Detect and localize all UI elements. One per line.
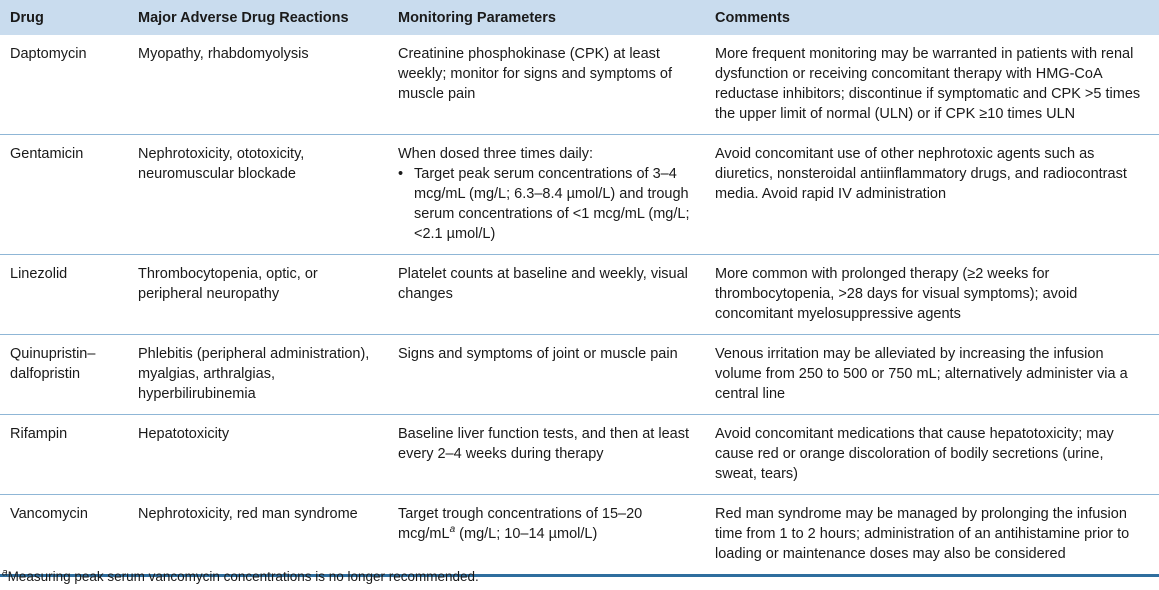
- header-drug: Drug: [0, 0, 128, 35]
- monitoring-text-post: (mg/L; 10–14 µmol/L): [455, 526, 598, 542]
- header-adverse-reactions: Major Adverse Drug Reactions: [128, 0, 388, 35]
- table-row: [0, 415, 1159, 495]
- monitoring-cell: Platelet counts at baseline and weekly, visual changes: [398, 266, 688, 302]
- table-row: [0, 35, 1159, 135]
- reactions-cell: Myopathy, rhabdomyolysis: [138, 46, 309, 62]
- monitoring-bullet-list: [398, 164, 695, 244]
- table-row: [0, 255, 1159, 335]
- reactions-cell: Hepatotoxicity: [138, 426, 230, 442]
- monitoring-cell: Creatinine phosphokinase (CPK) at least weekly; monitor for signs and symptoms of muscle pain: [398, 46, 672, 102]
- reactions-cell: Thrombocytopenia, optic, or peripheral neuropathy: [138, 266, 318, 302]
- monitoring-cell: [388, 495, 705, 576]
- drug-cell: Rifampin: [10, 426, 68, 442]
- reactions-cell: Nephrotoxicity, red man syndrome: [138, 506, 358, 522]
- reactions-cell: Nephrotoxicity, ototoxicity, neuromuscular blockade: [138, 146, 305, 182]
- monitoring-cell: Signs and symptoms of joint or muscle pain: [398, 346, 678, 362]
- drug-cell: Gentamicin: [10, 146, 84, 162]
- monitoring-intro: When dosed three times daily:: [398, 146, 594, 162]
- comments-cell: Red man syndrome may be managed by prolonging the infusion time from 1 to 2 hours; administration of an antihistamine prior to loading or maintenance doses may also be considered: [715, 506, 1130, 562]
- table-row: [0, 335, 1159, 415]
- comments-cell: Avoid concomitant medications that cause hepatotoxicity; may cause red or orange discoloration of bodily secretions (urine, sweat, tears): [715, 426, 1114, 482]
- header-comments: Comments: [705, 0, 1159, 35]
- comments-cell: Avoid concomitant use of other nephrotoxic agents such as diuretics, nonsteroidal antiinflammatory drugs, and radiocontrast media. Avoid rapid IV administration: [715, 146, 1127, 202]
- table-row: [0, 135, 1159, 255]
- monitoring-cell: Baseline liver function tests, and then at least every 2–4 weeks during therapy: [398, 426, 689, 462]
- comments-cell: Venous irritation may be alleviated by increasing the infusion volume from 250 to 500 or 750 mL; alternatively administer via a central line: [715, 346, 1128, 402]
- monitoring-cell: [388, 135, 705, 255]
- table-header-row: [0, 0, 1159, 35]
- comments-cell: More common with prolonged therapy (≥2 weeks for thrombocytopenia, >28 days for visual symptoms); avoid concomitant myelosuppressive agents: [715, 266, 1078, 322]
- monitoring-bullet: • Target peak serum concentrations of 3–4 mcg/mL (mg/L; 6.3–8.4 µmol/L) and trough serum concentrations of <1 mcg/mL (mg/L; <2.1 µmol/L): [414, 164, 695, 244]
- table-footnote: [2, 569, 479, 584]
- drug-cell: Linezolid: [10, 266, 68, 282]
- reactions-cell: Phlebitis (peripheral administration), myalgias, arthralgias, hyperbilirubinemia: [138, 346, 370, 402]
- monitoring-text-pre: Target trough concentrations of 15–20 mcg/mL: [398, 506, 643, 542]
- table-row: [0, 495, 1159, 576]
- footnote-marker: a: [2, 567, 8, 579]
- header-monitoring-parameters: Monitoring Parameters: [388, 0, 705, 35]
- footnote-marker: a: [449, 524, 456, 536]
- drug-cell: Vancomycin: [10, 506, 88, 522]
- comments-cell: More frequent monitoring may be warranted in patients with renal dysfunction or receiving concomitant therapy with HMG-CoA reductase inhibitors; discontinue if symptomatic and CPK >5 times the upper limit of normal (ULN) or if CPK ≥10 times ULN: [715, 46, 1141, 122]
- drug-cell: Quinupristin–dalfopristin: [10, 346, 96, 382]
- drug-cell: Daptomycin: [10, 46, 87, 62]
- footnote-text: Measuring peak serum vancomycin concentrations is no longer recommended.: [7, 569, 479, 584]
